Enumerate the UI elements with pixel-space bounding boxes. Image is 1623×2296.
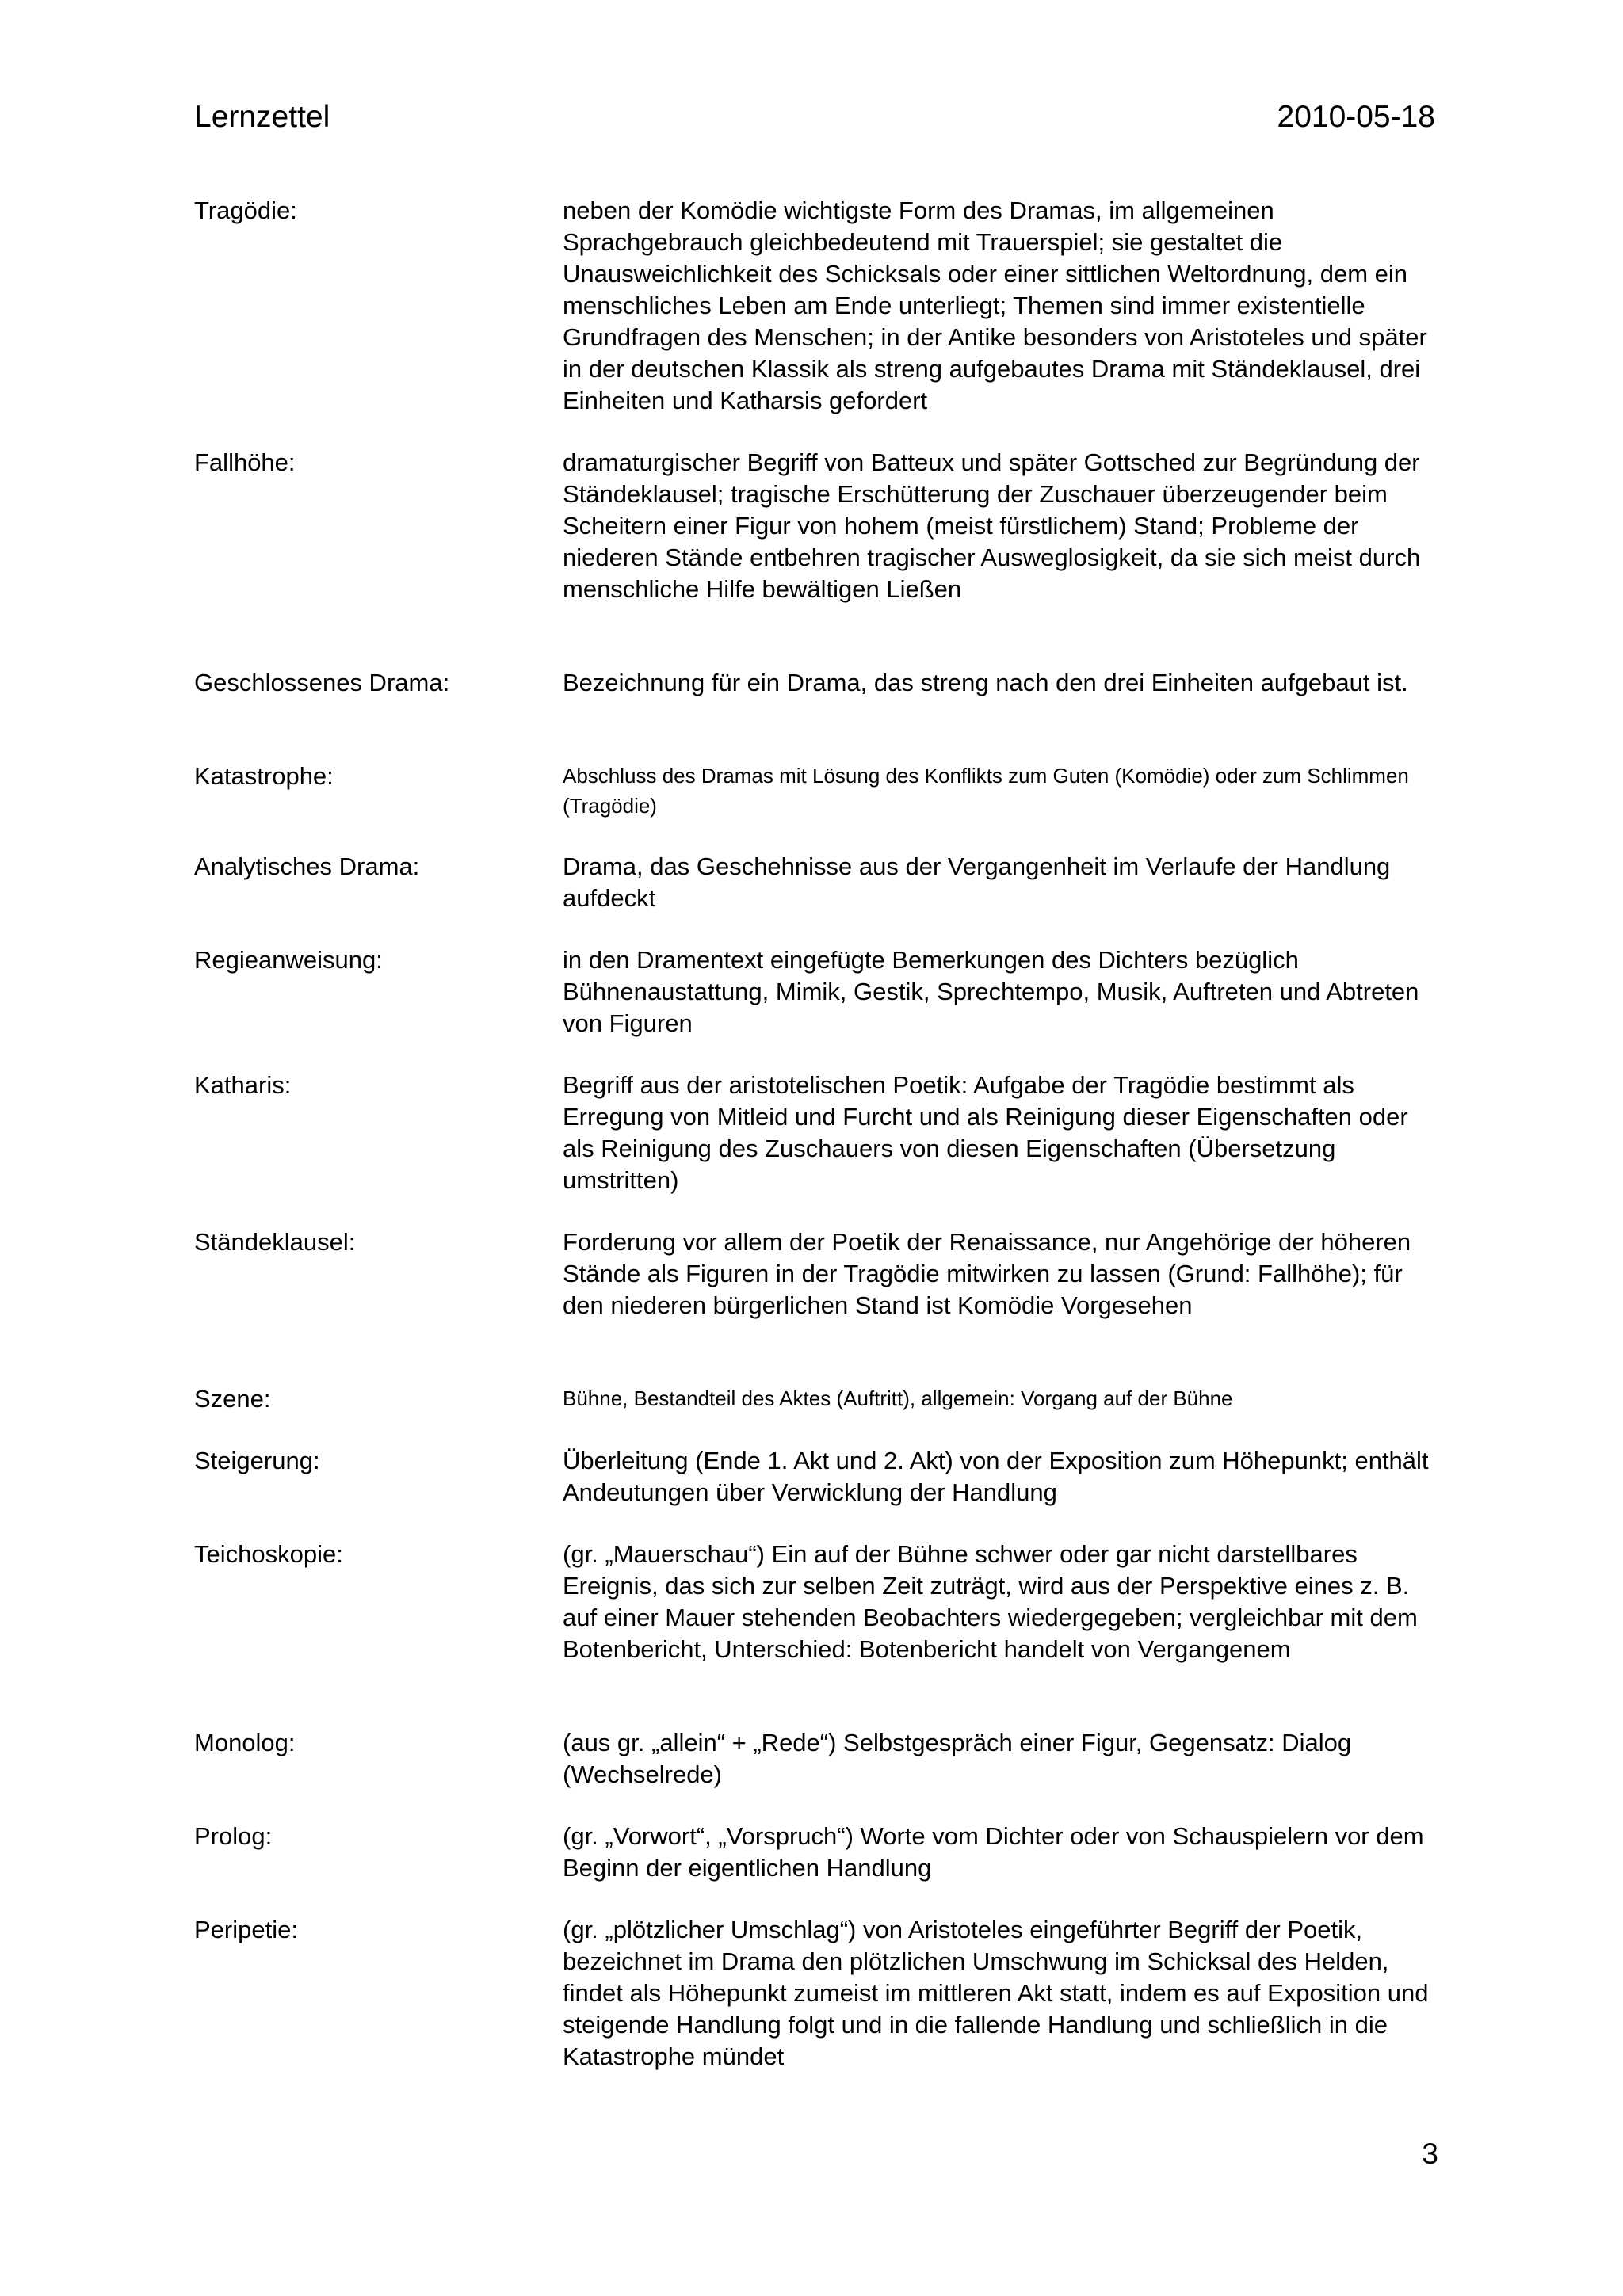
glossary-term: Fallhöhe: bbox=[194, 448, 296, 476]
glossary-definition: (aus gr. „allein“ + „Rede“) Selbstgespräch einer Figur, Gegensatz: Dialog (Wechselrede) bbox=[563, 1729, 1352, 1788]
glossary-definition: neben der Komödie wichtigste Form des Dramas, im allgemeinen Sprachgebrauch gleichbedeutend mit Trauerspiel; sie gestaltet die Unausweichlichkeit des Schicksals oder einer sittlichen Weltordnung, dem ein menschliches Leben am Ende unterliegt; Themen sind immer existentielle Grundfragen des Menschen; in der Antike besonders von Aristoteles und später in der deutschen Klassik als streng aufgebautes Drama mit Ständeklausel, drei Einheiten und Katharsis gefordert bbox=[563, 196, 1427, 414]
glossary-term: Ständeklausel: bbox=[194, 1228, 356, 1256]
glossary-term: Szene: bbox=[194, 1385, 271, 1413]
header-date: 2010-05-18 bbox=[1277, 100, 1435, 134]
glossary-term: Katharis: bbox=[194, 1071, 292, 1099]
glossary-term: Monolog: bbox=[194, 1729, 296, 1756]
glossary-term: Katastrophe: bbox=[194, 762, 334, 790]
glossary-definition: (gr. „Vorwort“, „Vorspruch“) Worte vom Dichter oder von Schauspielern vor dem Beginn der eigentlichen Handlung bbox=[563, 1822, 1424, 1882]
glossary-definition: Überleitung (Ende 1. Akt und 2. Akt) von der Exposition zum Höhepunkt; enthält Andeutungen über Verwicklung der Handlung bbox=[563, 1447, 1429, 1506]
glossary-definition: (gr. „plötzlicher Umschlag“) von Aristoteles eingeführter Begriff der Poetik, bezeichnet im Drama den plötzlichen Umschwung im Schicksal des Helden, findet als Höhepunkt zumeist im mittleren Akt statt, indem es auf Exposition und steigende Handlung folgt und in die fallende Handlung und schließlich in die Katastrophe mündet bbox=[563, 1916, 1429, 2070]
page-number: 3 bbox=[1422, 2138, 1438, 2170]
page-header bbox=[194, 97, 1435, 144]
glossary-definition: Forderung vor allem der Poetik der Renaissance, nur Angehörige der höheren Stände als Figuren in der Tragödie mitwirken zu lassen (Grund: Fallhöhe); für den niederen bürgerlichen Stand ist Komödie Vorgesehen bbox=[563, 1228, 1411, 1319]
glossary-term: Analytisches Drama: bbox=[194, 852, 420, 880]
glossary-term: Prolog: bbox=[194, 1822, 273, 1850]
glossary-definition: Begriff aus der aristotelischen Poetik: Aufgabe der Tragödie bestimmt als Erregung von Mitleid und Furcht und als Reinigung dieser Eigenschaften oder als Reinigung des Zuschauers von diesen Eigenschaften (Übersetzung umstritten) bbox=[563, 1071, 1408, 1194]
glossary-term: Tragödie: bbox=[194, 196, 297, 224]
glossary-term: Steigerung: bbox=[194, 1447, 320, 1474]
glossary-definition: Bezeichnung für ein Drama, das streng nach den drei Einheiten aufgebaut ist. bbox=[563, 669, 1408, 696]
glossary-term: Geschlossenes Drama: bbox=[194, 669, 450, 696]
glossary-definition: Abschluss des Dramas mit Lösung des Konflikts zum Guten (Komödie) oder zum Schlimmen (Tragödie) bbox=[563, 764, 1409, 818]
glossary-definition: (gr. „Mauerschau“) Ein auf der Bühne schwer oder gar nicht darstellbares Ereignis, das sich zur selben Zeit zuträgt, wird aus der Perspektive eines z. B. auf einer Mauer stehenden Beobachters wiedergegeben; vergleichbar mit dem Botenbericht, Unterschied: Botenbericht handelt von Vergangenem bbox=[563, 1540, 1418, 1663]
glossary-definition: Drama, das Geschehnisse aus der Vergangenheit im Verlaufe der Handlung aufdeckt bbox=[563, 852, 1391, 912]
glossary-definition: in den Dramentext eingefügte Bemerkungen des Dichters bezüglich Bühnenaustattung, Mimik, Gestik, Sprechtempo, Musik, Auftreten und Abtreten von Figuren bbox=[563, 946, 1419, 1037]
glossary-term: Teichoskopie: bbox=[194, 1540, 343, 1568]
glossary-term: Peripetie: bbox=[194, 1916, 298, 1943]
header-title: Lernzettel bbox=[194, 100, 330, 134]
glossary-definition: dramaturgischer Begriff von Batteux und später Gottsched zur Begründung der Ständeklausel; tragische Erschütterung der Zuschauer überzeugender beim Scheitern einer Figur von hohem (meist fürstlichem) Stand; Probleme der niederen Stände entbehren tragischer Ausweglosigkeit, da sie sich meist durch menschliche Hilfe bewältigen Ließen bbox=[563, 448, 1421, 603]
glossary-definition: Bühne, Bestandteil des Aktes (Auftritt), allgemein: Vorgang auf der Bühne bbox=[563, 1386, 1233, 1410]
glossary-term: Regieanweisung: bbox=[194, 946, 383, 974]
